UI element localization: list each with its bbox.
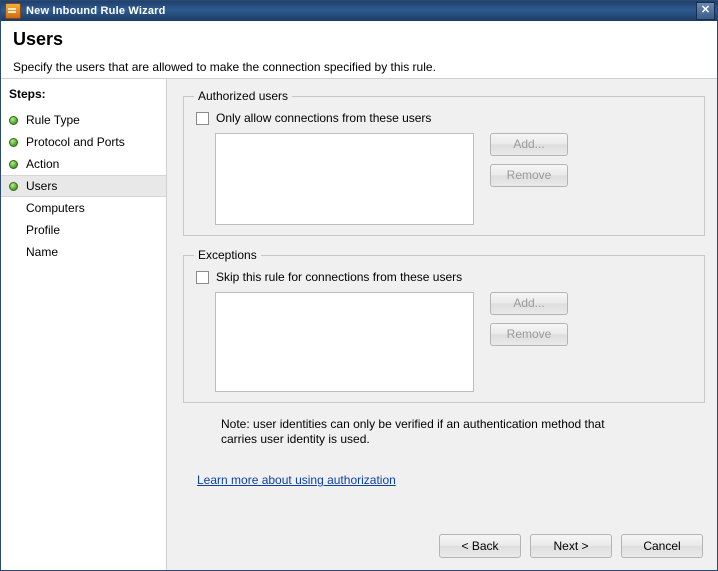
sidebar-item-users[interactable] [1, 175, 166, 197]
skip-rule-checkbox[interactable] [196, 271, 209, 284]
skip-rule-label: Skip this rule for connections from these users [216, 270, 463, 284]
step-label: Protocol and Ports [26, 135, 125, 149]
step-bullet-icon [9, 182, 18, 191]
sidebar-item-profile[interactable] [1, 219, 166, 241]
step-bullet-icon [9, 248, 18, 257]
exceptions-group [183, 248, 705, 403]
authorized-users-remove-button[interactable]: Remove [490, 164, 568, 187]
title-bar [1, 1, 717, 21]
authorized-users-listbox[interactable] [215, 133, 474, 225]
close-icon[interactable]: ✕ [696, 2, 715, 20]
only-allow-connections-checkbox[interactable] [196, 112, 209, 125]
only-allow-connections-label: Only allow connections from these users [216, 111, 432, 125]
exceptions-add-button[interactable]: Add... [490, 292, 568, 315]
exceptions-list-row [194, 292, 694, 392]
step-label: Name [26, 245, 59, 259]
wizard-footer [183, 534, 705, 562]
firewall-icon [5, 3, 21, 19]
step-bullet-icon [9, 160, 18, 169]
steps-title: Steps: [9, 87, 46, 101]
authorized-users-group [183, 89, 705, 236]
exceptions-remove-button[interactable]: Remove [490, 323, 568, 346]
page-title: Users [13, 29, 64, 49]
window-title: New Inbound Rule Wizard [26, 5, 166, 17]
step-label: Action [26, 157, 60, 171]
content-pane [167, 79, 717, 570]
learn-more-authorization-link[interactable]: Learn more about using authorization [197, 473, 396, 487]
page-header [1, 21, 717, 79]
step-bullet-icon [9, 204, 18, 213]
identity-note: Note: user identities can only be verified if an authentication method that carries user identity is used. [221, 417, 605, 446]
sidebar-item-protocol-and-ports[interactable] [1, 131, 166, 153]
next-button[interactable]: Next > [530, 534, 612, 558]
only-allow-connections-checkbox-row[interactable] [196, 111, 694, 125]
step-bullet-icon [9, 226, 18, 235]
authorization-link-row [197, 473, 705, 487]
steps-pane [1, 79, 167, 570]
exceptions-button-column [490, 292, 568, 346]
sidebar-item-name[interactable] [1, 241, 166, 263]
authorized-users-button-column [490, 133, 568, 187]
skip-rule-checkbox-row[interactable] [196, 270, 694, 284]
window-body [1, 79, 717, 570]
step-label: Rule Type [26, 113, 80, 127]
authorized-users-add-button[interactable]: Add... [490, 133, 568, 156]
step-bullet-icon [9, 116, 18, 125]
page-subtitle: Specify the users that are allowed to make the connection specified by this rule. [13, 60, 436, 74]
authorized-users-legend: Authorized users [198, 89, 289, 103]
sidebar-item-computers[interactable] [1, 197, 166, 219]
cancel-button[interactable]: Cancel [621, 534, 703, 558]
exceptions-listbox[interactable] [215, 292, 474, 392]
sidebar-item-rule-type[interactable] [1, 109, 166, 131]
step-label: Users [26, 179, 58, 193]
back-button[interactable]: < Back [439, 534, 521, 558]
step-label: Computers [26, 201, 85, 215]
exceptions-legend: Exceptions [198, 248, 257, 262]
sidebar-item-action[interactable] [1, 153, 166, 175]
authorized-users-list-row [194, 133, 694, 225]
step-label: Profile [26, 223, 61, 237]
step-bullet-icon [9, 138, 18, 147]
